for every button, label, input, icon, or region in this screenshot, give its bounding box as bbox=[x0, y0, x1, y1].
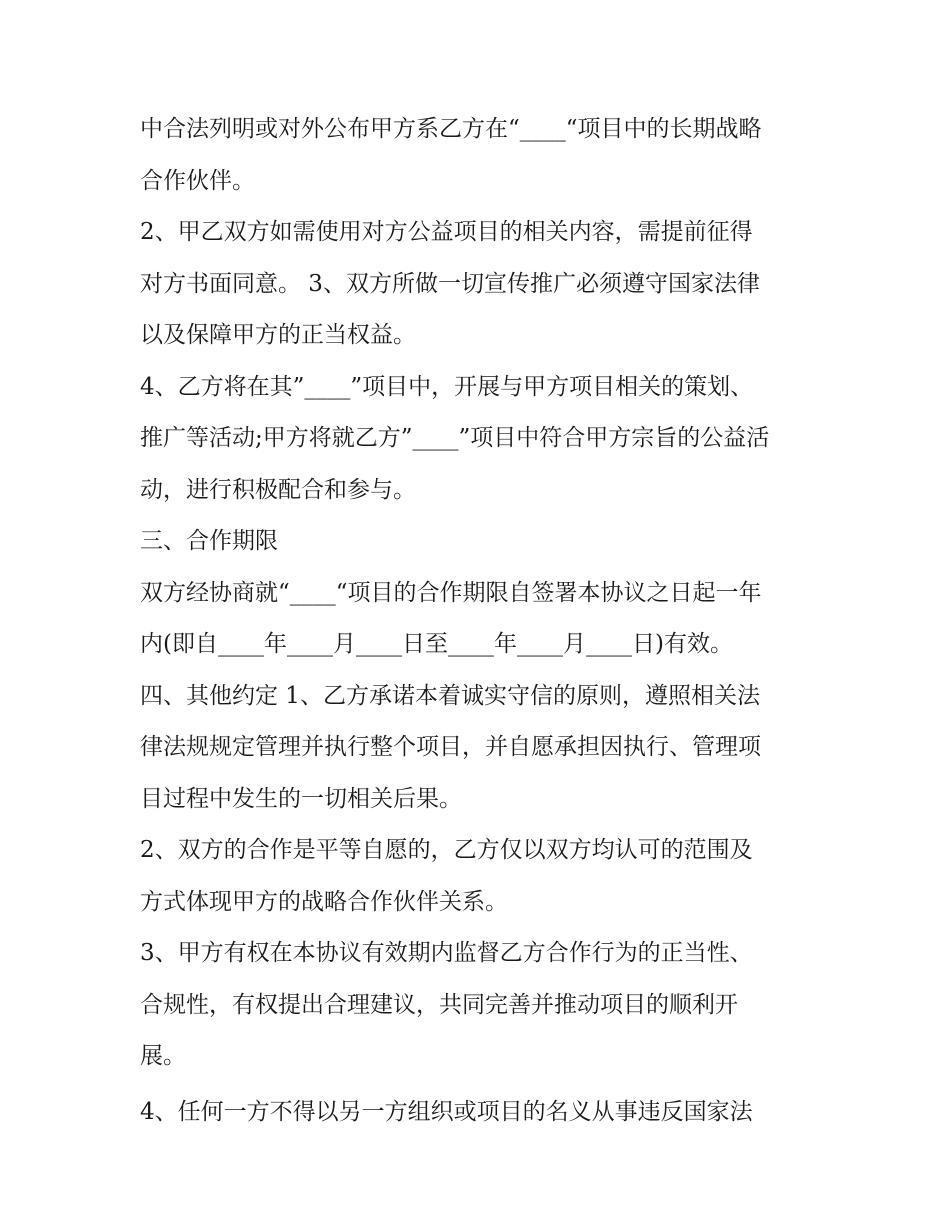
paragraph-consent-clause: 2、甲乙双方如需使用对方公益项目的相关内容，需提前征得 对方书面同意。 3、双方所做一切宣传推广必须遵守国家法律 以及保障甲方的正当权益。 bbox=[140, 219, 760, 348]
paragraph-supervision-clause: 3、甲方有权在本协议有效期内监督乙方合作行为的正当性、 合规性，有权提出合理建议，共同完善并推动项目的顺利开 展。 bbox=[140, 940, 753, 1069]
paragraph-equality-clause: 2、双方的合作是平等自愿的，乙方仅以双方均认可的范围及 方式体现甲方的战略合作伙伴关系。 bbox=[140, 837, 753, 915]
paragraph-prohibition-clause: 4、任何一方不得以另一方组织或项目的名义从事违反国家法 bbox=[140, 1098, 753, 1125]
paragraph-term-clause: 双方经协商就“____“项目的合作期限自签署本协议之日起一年 内(即自____年____月____日至____年____月____日)有效。 bbox=[140, 579, 762, 657]
paragraph-activities-clause: 4、乙方将在其”____”项目中，开展与甲方项目相关的策划、 推广等活动;甲方将就乙方”____”项目中符合甲方宗旨的公益活 动，进行积极配合和参与。 bbox=[140, 373, 770, 503]
document-body bbox=[140, 104, 830, 1138]
paragraph-partner-clause: 中合法列明或对外公布甲方系乙方在“____“项目中的长期战略 合作伙伴。 bbox=[140, 116, 762, 194]
section-heading-term: 三、合作期限 bbox=[140, 528, 278, 554]
paragraph-other-terms: 四、其他约定 1、乙方承诺本着诚实守信的原则，遵照相关法 律法规规定管理并执行整个项目，并自愿承担因执行、管理项 目过程中发生的一切相关后果。 bbox=[140, 682, 761, 812]
